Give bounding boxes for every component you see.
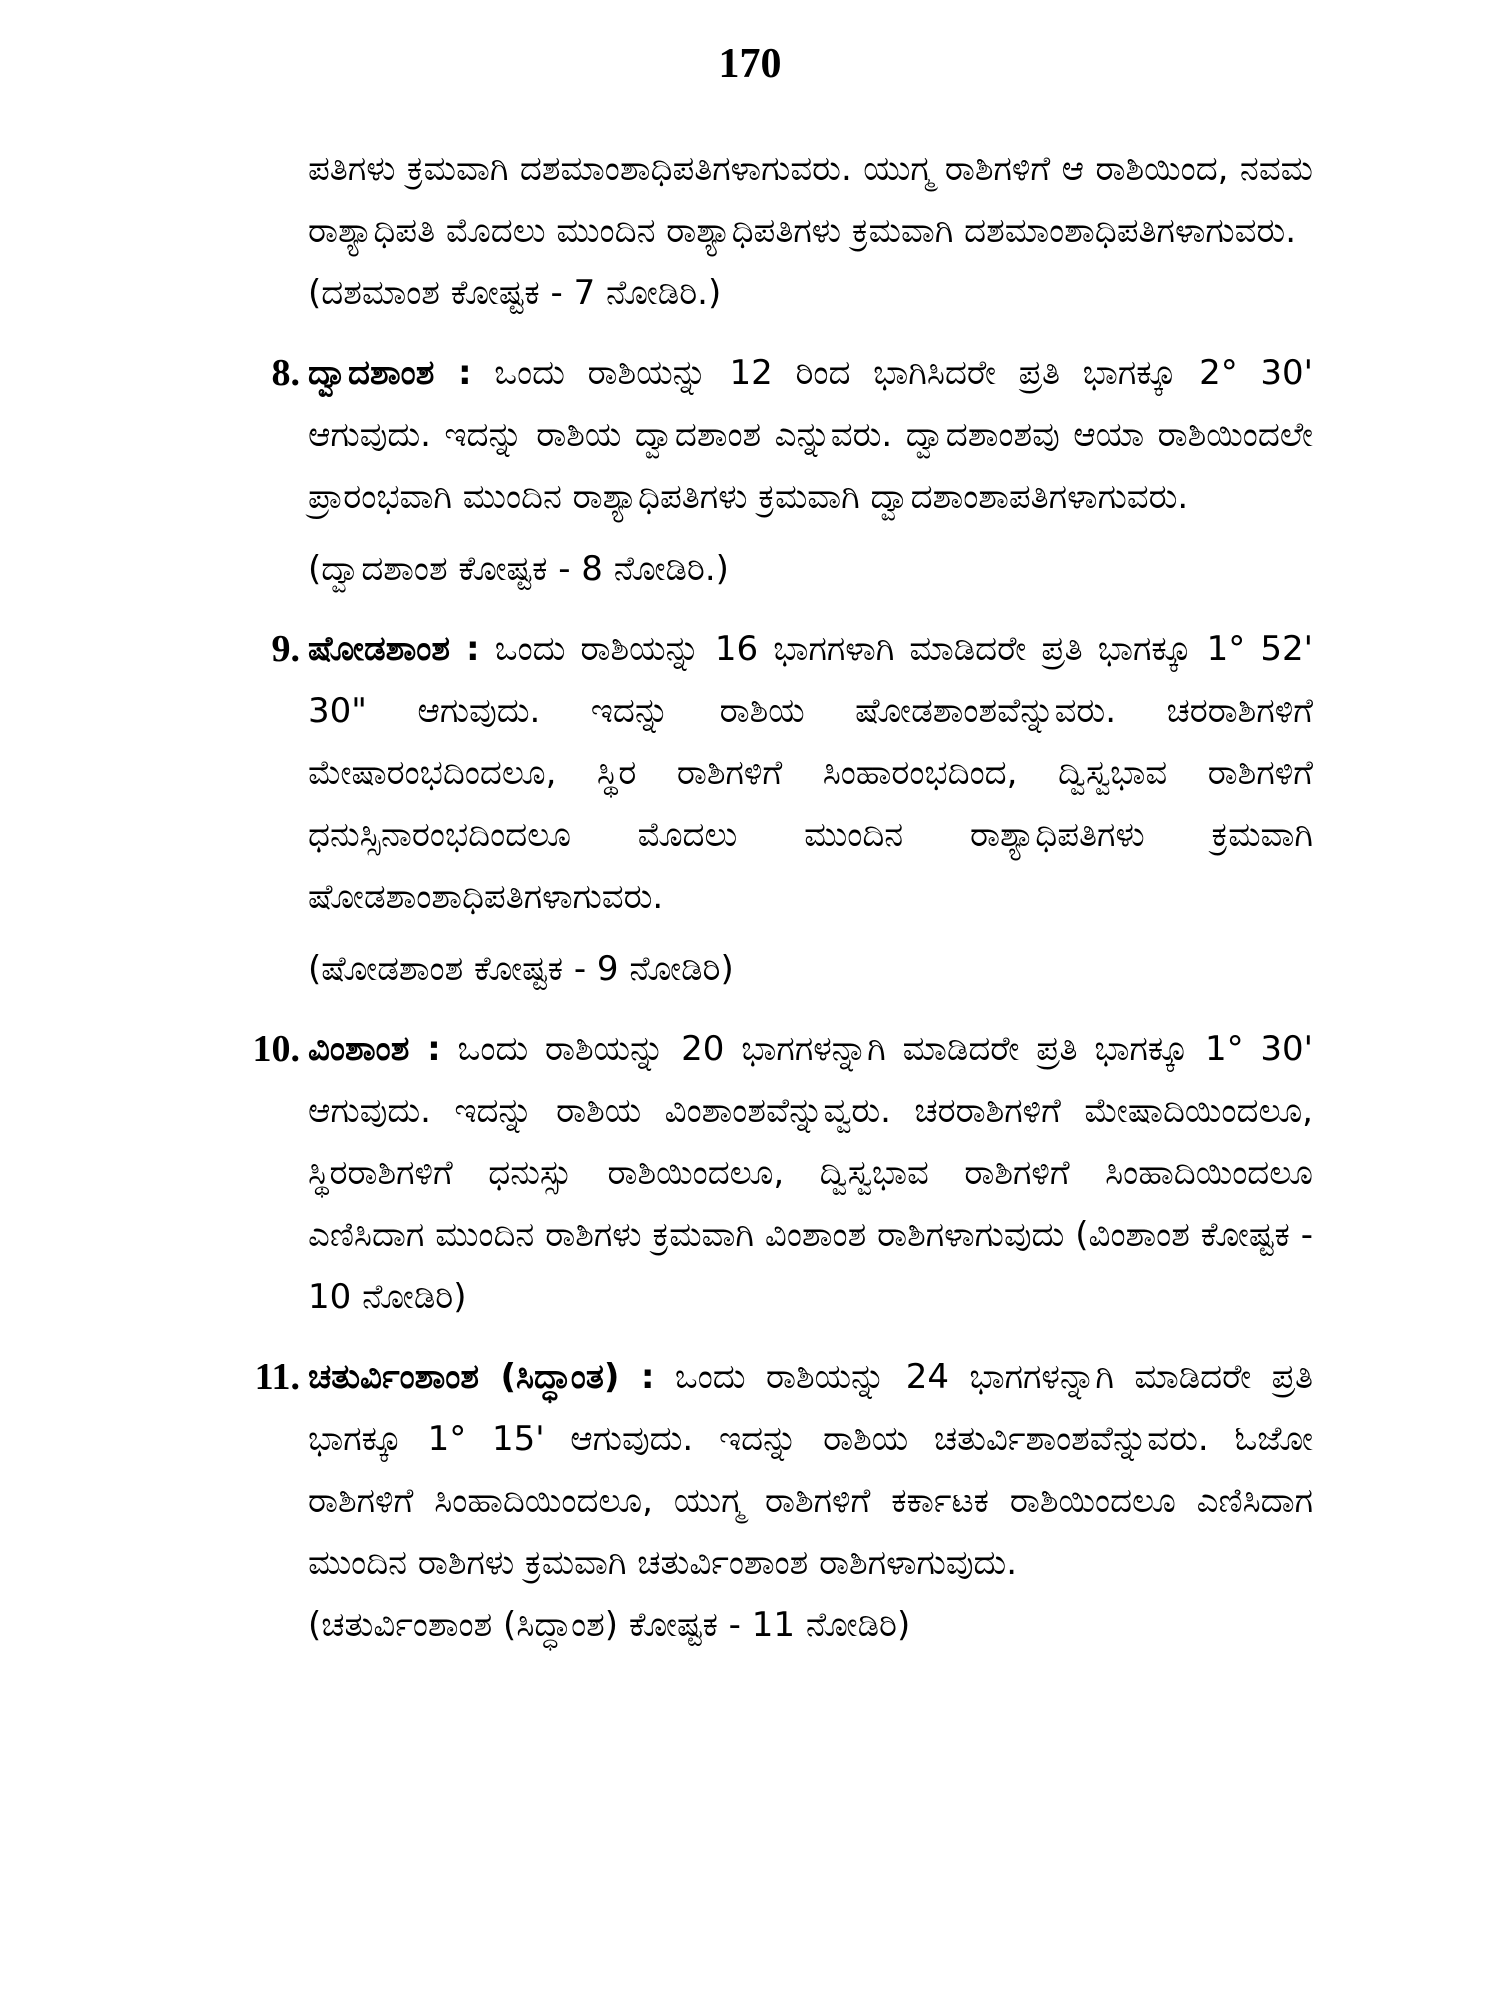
item-table-reference: (ದ್ವಾದಶಾಂಶ ಕೋಷ್ಟಕ - 8 ನೋಡಿರಿ.) xyxy=(308,549,729,589)
intro-paragraph: ಪತಿಗಳು ಕ್ರಮವಾಗಿ ದಶಮಾಂಶಾಧಿಪತಿಗಳಾಗುವರು. ಯುಗ್ಮ ರಾಶಿಗಳಿಗೆ ಆ ರಾಶಿಯಿಂದ, ನವಮ ರಾಶ್ಯಾಧಿಪತಿ ಮೊದಲು ಮುಂದಿನ ರಾಶ್ಯಾಧಿಪತಿಗಳು ಕ್ರಮವಾಗಿ ದಶಮಾಂಶಾಧಿಪತಿಗಳಾಗುವರು. xyxy=(308,149,1313,251)
item-table-reference: (ಚತುರ್ವಿಂಶಾಂಶ (ಸಿದ್ಧಾಂಶ) ಕೋಷ್ಟಕ - 11 ನೋಡಿರಿ) xyxy=(308,1605,911,1645)
item-table-reference: (ಷೋಡಶಾಂಶ ಕೋಷ್ಟಕ - 9 ನೋಡಿರಿ) xyxy=(308,949,734,989)
page-content xyxy=(218,138,1313,1656)
item-text: ಒಂದು ರಾಶಿಯನ್ನು 12 ರಿಂದ ಭಾಗಿಸಿದರೇ ಪ್ರತಿ ಭಾಗಕ್ಕೂ 2° 30' ಆಗುವುದು. ಇದನ್ನು ರಾಶಿಯ ದ್ವಾದಶಾಂಶ ಎನ್ನುವರು. ದ್ವಾದಶಾಂಶವು ಆಯಾ ರಾಶಿಯಿಂದಲೇ ಪ್ರಾರಂಭವಾಗಿ ಮುಂದಿನ ರಾಶ್ಯಾಧಿಪತಿಗಳು ಕ್ರಮವಾಗಿ ದ್ವಾದಶಾಂಶಾಪತಿಗಳಾಗುವರು. xyxy=(308,353,1313,517)
section-item xyxy=(218,342,1313,600)
intro-table-reference: (ದಶಮಾಂಶ ಕೋಷ್ಟಕ - 7 ನೋಡಿರಿ.) xyxy=(308,273,722,313)
item-text: ಒಂದು ರಾಶಿಯನ್ನು 24 ಭಾಗಗಳನ್ನಾಗಿ ಮಾಡಿದರೇ ಪ್ರತಿ ಭಾಗಕ್ಕೂ 1° 15' ಆಗುವುದು. ಇದನ್ನು ರಾಶಿಯ ಚತುರ್ವಿಶಾಂಶವೆನ್ನುವರು. ಓಜೋ ರಾಶಿಗಳಿಗೆ ಸಿಂಹಾದಿಯಿಂದಲೂ, ಯುಗ್ಮ ರಾಶಿಗಳಿಗೆ ಕರ್ಕಾಟಕ ರಾಶಿಯಿಂದಲೂ ಎಣಿಸಿದಾಗ ಮುಂದಿನ ರಾಶಿಗಳು ಕ್ರಮವಾಗಿ ಚತುರ್ವಿಂಶಾಂಶ ರಾಶಿಗಳಾಗುವುದು. xyxy=(308,1357,1313,1583)
section-item xyxy=(218,1346,1313,1656)
item-term: ಷೋಡಶಾಂಶ : xyxy=(308,629,480,669)
item-paragraph xyxy=(308,342,1313,528)
page-number: 170 xyxy=(718,41,782,87)
item-term: ದ್ವಾದಶಾಂಶ : xyxy=(308,353,472,393)
item-number: 11. xyxy=(254,1356,300,1398)
item-text: ಒಂದು ರಾಶಿಯನ್ನು 16 ಭಾಗಗಳಾಗಿ ಮಾಡಿದರೇ ಪ್ರತಿ ಭಾಗಕ್ಕೂ 1° 52' 30" ಆಗುವುದು. ಇದನ್ನು ರಾಶಿಯ ಷೋಡಶಾಂಶವೆನ್ನುವರು. ಚರರಾಶಿಗಳಿಗೆ ಮೇಷಾರಂಭದಿಂದಲೂ, ಸ್ಥಿರ ರಾಶಿಗಳಿಗೆ ಸಿಂಹಾರಂಭದಿಂದ, ದ್ವಿಸ್ವಭಾವ ರಾಶಿಗಳಿಗೆ ಧನುಸ್ಸಿನಾರಂಭದಿಂದಲೂ ಮೊದಲು ಮುಂದಿನ ರಾಶ್ಯಾಧಿಪತಿಗಳು ಕ್ರಮವಾಗಿ ಷೋಡಶಾಂಶಾಧಿಪತಿಗಳಾಗುವರು. xyxy=(308,629,1313,917)
item-number: 10. xyxy=(252,1028,300,1070)
item-paragraph xyxy=(308,1346,1313,1594)
item-paragraph xyxy=(308,1018,1313,1328)
item-term: ಚತುರ್ವಿಂಶಾಂಶ (ಸಿದ್ಧಾಂತ) : xyxy=(308,1357,655,1397)
item-term: ವಿಂಶಾಂಶ : xyxy=(308,1029,441,1069)
item-number: 8. xyxy=(271,352,300,394)
item-text: ಒಂದು ರಾಶಿಯನ್ನು 20 ಭಾಗಗಳನ್ನಾಗಿ ಮಾಡಿದರೇ ಪ್ರತಿ ಭಾಗಕ್ಕೂ 1° 30' ಆಗುವುದು. ಇದನ್ನು ರಾಶಿಯ ವಿಂಶಾಂಶವೆನ್ನುವ್ವರು. ಚರರಾಶಿಗಳಿಗೆ ಮೇಷಾದಿಯಿಂದಲೂ, ಸ್ಥಿರರಾಶಿಗಳಿಗೆ ಧನುಸ್ಸು ರಾಶಿಯಿಂದಲೂ, ದ್ವಿಸ್ವಭಾವ ರಾಶಿಗಳಿಗೆ ಸಿಂಹಾದಿಯಿಂದಲೂ ಎಣಿಸಿದಾಗ ಮುಂದಿನ ರಾಶಿಗಳು ಕ್ರಮವಾಗಿ ವಿಂಶಾಂಶ ರಾಶಿಗಳಾಗುವುದು (ವಿಂಶಾಂಶ ಕೋಷ್ಟಕ - 10 ನೋಡಿರಿ) xyxy=(308,1029,1313,1317)
item-paragraph xyxy=(308,618,1313,928)
section-item xyxy=(218,618,1313,1000)
item-number: 9. xyxy=(271,628,300,670)
section-item xyxy=(218,1018,1313,1328)
